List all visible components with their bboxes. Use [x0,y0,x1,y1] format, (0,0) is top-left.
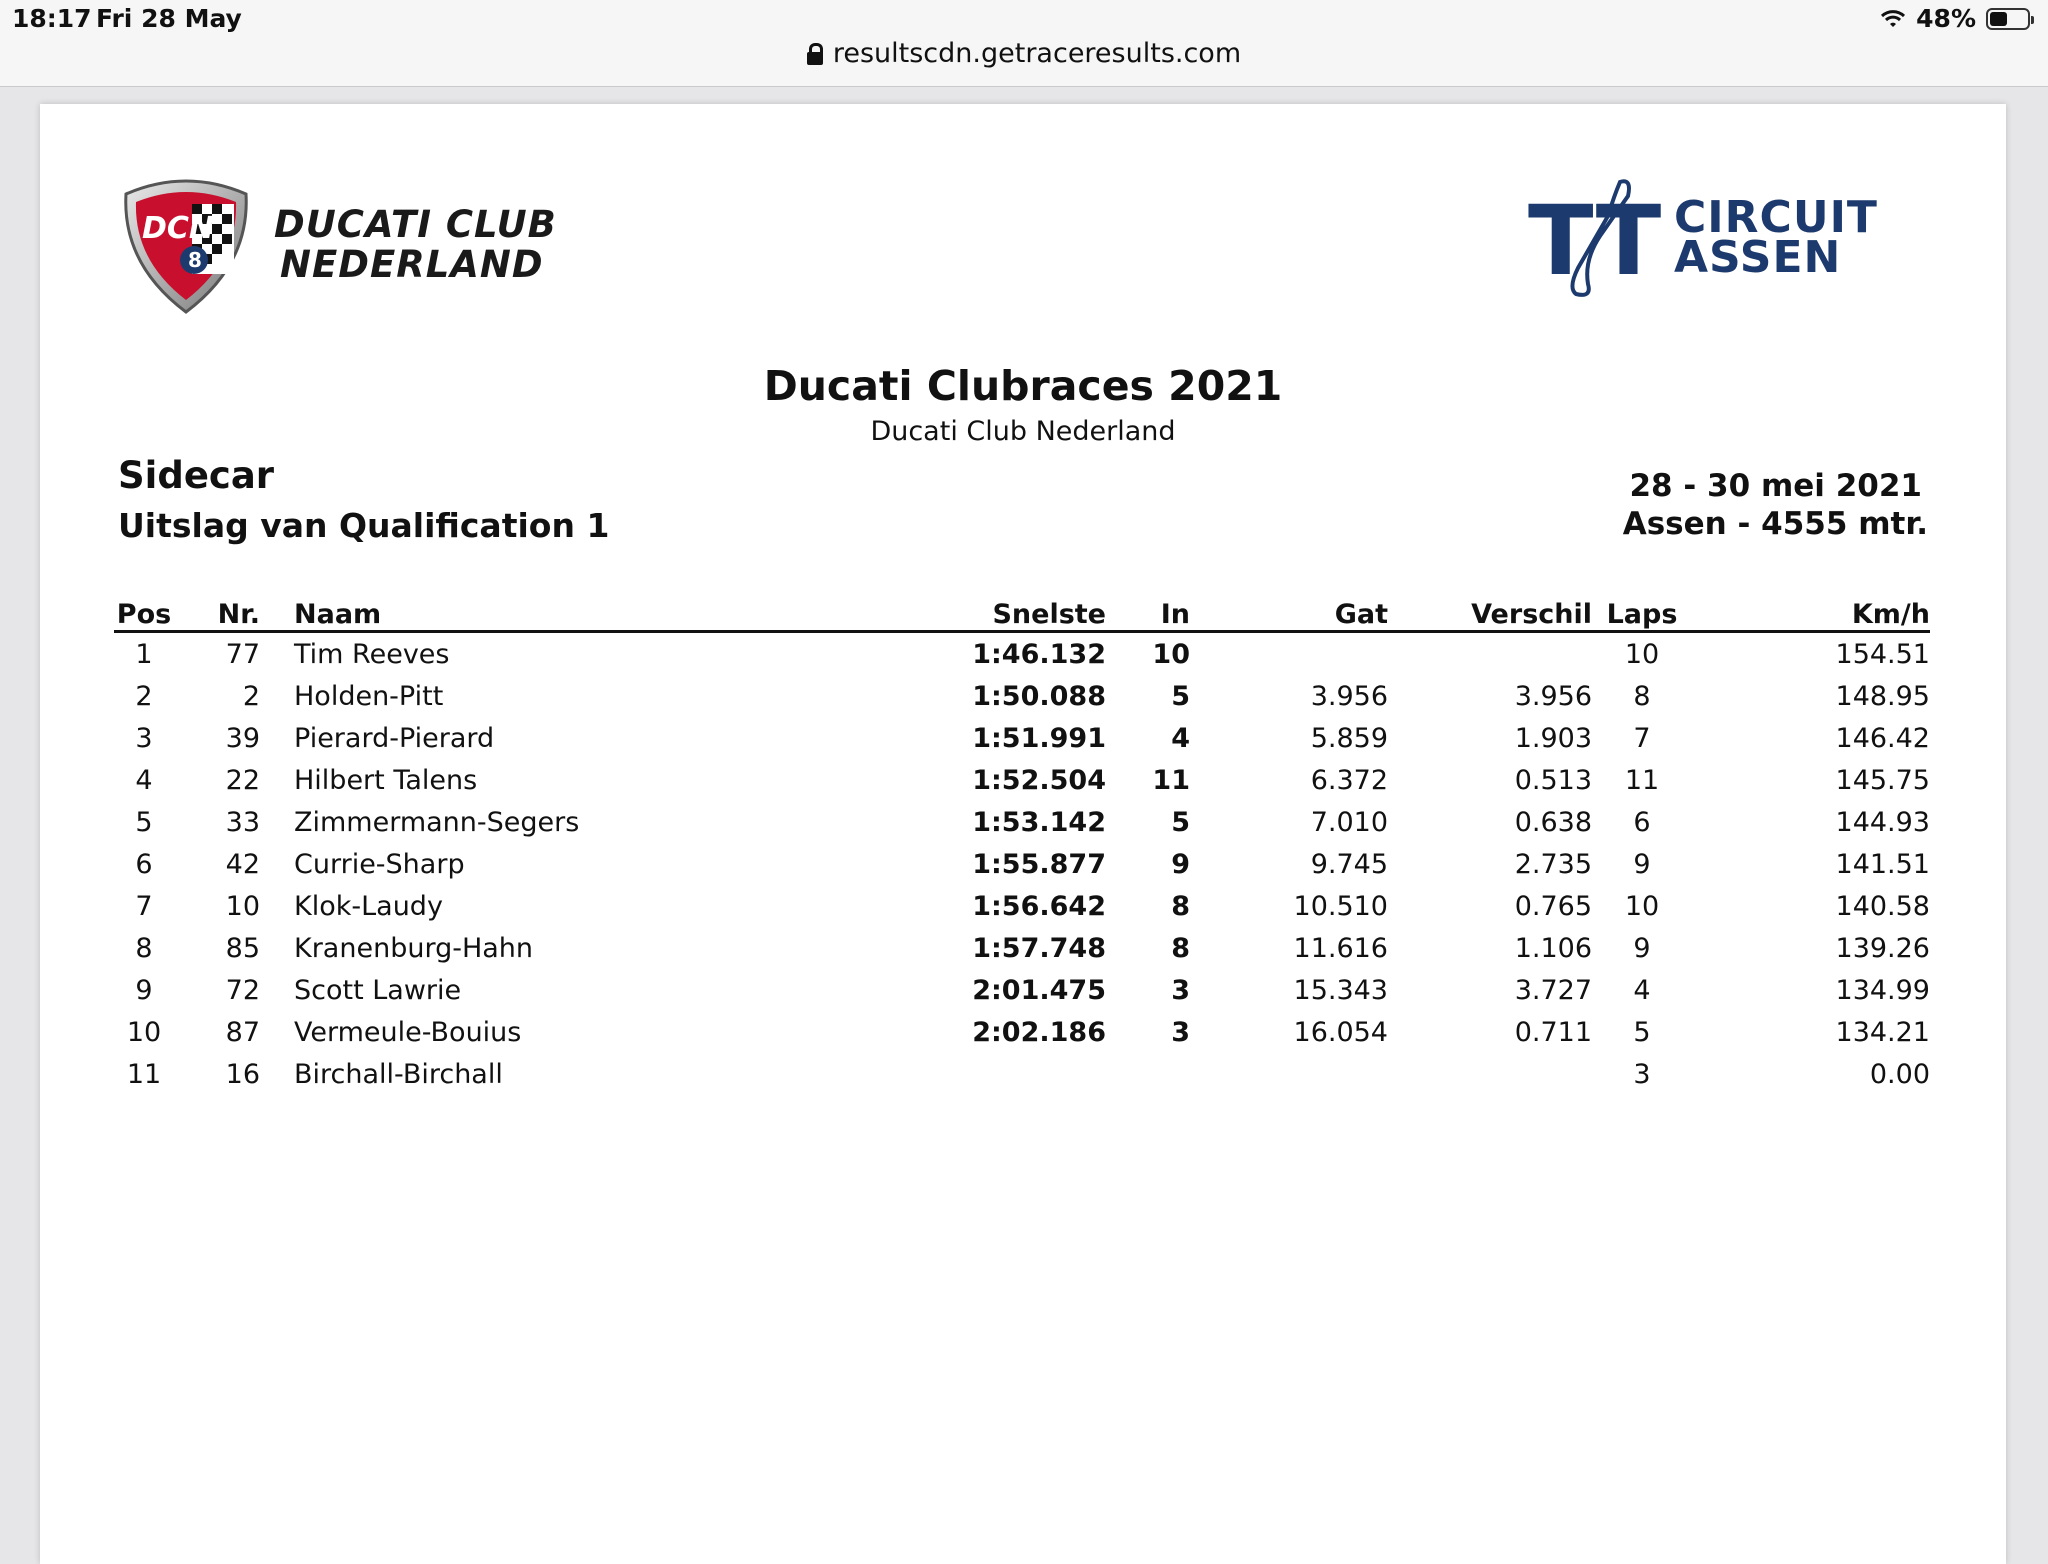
cell-name: Zimmermann-Segers [294,806,580,838]
cell-difference: 1.106 [1514,932,1592,964]
cell-fastest-lap: 1:50.088 [972,680,1106,712]
table-row [114,1011,1930,1053]
table-row [114,843,1930,885]
results-document [40,104,2006,1564]
cell-gap [1190,632,1388,676]
battery-icon [1986,8,2030,30]
cell-speed: 146.42 [1835,722,1930,754]
cell-difference: 3.956 [1514,680,1592,712]
cell-difference: 0.513 [1514,764,1592,796]
cell-gap: 5.859 [1310,722,1388,754]
cell-name: Kranenburg-Hahn [294,932,534,964]
cell-laps: 9 [1633,932,1651,964]
cell-gap: 9.745 [1310,848,1388,880]
cell-laps: 8 [1633,680,1651,712]
cell-gap: 7.010 [1310,806,1388,838]
cell-in-lap: 8 [1171,932,1190,964]
svg-text:TT: TT [1528,185,1662,297]
table-row [114,632,1930,676]
ios-status-and-address-bar [0,0,2048,87]
cell-in-lap: 8 [1171,890,1190,922]
event-date: 28 - 30 mei 2021 [1629,468,1922,504]
cell-speed: 145.75 [1835,764,1930,796]
cell-pos: 2 [135,680,153,712]
cell-number: 16 [225,1058,260,1090]
cell-in-lap: 11 [1152,764,1190,796]
cell-in-lap [1106,1053,1190,1095]
cell-fastest-lap: 1:46.132 [972,638,1106,670]
column-header-name: Naam [260,590,954,632]
table-row [114,675,1930,717]
column-header-fastest-lap: Snelste [954,590,1106,632]
cell-in-lap: 9 [1171,848,1190,880]
address-bar[interactable] [0,38,2048,69]
cell-number: 33 [225,806,260,838]
status-time: 18:17 [12,4,92,33]
cell-in-lap: 4 [1171,722,1190,754]
cell-name: Currie-Sharp [294,848,465,880]
table-row [114,717,1930,759]
ducati-club-logo [116,174,557,316]
dcn-logo-text: DUCATI CLUB NEDERLAND [274,203,557,286]
session-title: Uitslag van Qualification 1 [118,506,610,545]
cell-difference: 0.638 [1514,806,1592,838]
table-row [114,759,1930,801]
event-subtitle: Ducati Club Nederland [870,416,1176,447]
cell-pos: 9 [135,974,153,1006]
cell-difference [1388,1053,1592,1095]
cell-speed: 148.95 [1835,680,1930,712]
cell-speed: 134.99 [1835,974,1930,1006]
cell-number: 72 [225,974,260,1006]
event-venue: Assen - 4555 mtr. [1622,506,1928,542]
cell-fastest-lap: 1:51.991 [972,722,1106,754]
cell-gap: 3.956 [1310,680,1388,712]
cell-pos: 7 [135,890,153,922]
cell-pos: 1 [135,638,153,670]
cell-speed: 140.58 [1835,890,1930,922]
cell-laps: 10 [1624,890,1660,922]
circuit-assen-text: CIRCUIT ASSEN [1674,192,1878,283]
cell-name: Holden-Pitt [294,680,444,712]
cell-fastest-lap [954,1053,1106,1095]
column-header-number: Nr. [174,590,260,632]
column-header-pos: Pos [114,590,174,632]
cell-pos: 4 [135,764,153,796]
results-header-row [114,590,1930,632]
cell-speed: 139.26 [1835,932,1930,964]
cell-speed: 134.21 [1835,1016,1930,1048]
cell-laps: 9 [1633,848,1651,880]
cell-fastest-lap: 1:52.504 [972,764,1106,796]
battery-percent: 48% [1916,4,1976,33]
cell-in-lap: 3 [1171,1016,1190,1048]
cell-laps: 7 [1633,722,1651,754]
cell-pos: 10 [126,1016,162,1048]
cell-laps: 11 [1624,764,1660,796]
cell-difference: 1.903 [1514,722,1592,754]
cell-fastest-lap: 2:02.186 [972,1016,1106,1048]
cell-laps: 4 [1633,974,1651,1006]
status-indicators [1880,4,2030,33]
cell-difference [1388,632,1592,676]
column-header-difference: Verschil [1388,590,1592,632]
cell-pos: 3 [135,722,153,754]
cell-speed: 154.51 [1835,638,1930,670]
cell-pos: 11 [126,1058,162,1090]
cell-difference: 0.765 [1514,890,1592,922]
results-table [114,590,1930,1095]
cell-name: Pierard-Pierard [294,722,495,754]
cell-in-lap: 3 [1171,974,1190,1006]
cell-number: 2 [242,680,260,712]
dcn-shield-icon [116,174,256,316]
cell-fastest-lap: 1:55.877 [972,848,1106,880]
cell-name: Hilbert Talens [294,764,478,796]
column-header-speed: Km/h [1692,590,1930,632]
tt-mark-icon [1528,176,1664,300]
column-header-gap: Gat [1190,590,1388,632]
results-body [114,632,1930,1096]
cell-gap [1190,1053,1388,1095]
column-header-laps: Laps [1592,590,1692,632]
svg-text:8: 8 [188,248,202,272]
cell-laps: 6 [1633,806,1651,838]
cell-gap: 6.372 [1310,764,1388,796]
event-title: Ducati Clubraces 2021 [763,362,1283,410]
cell-number: 77 [225,638,260,670]
cell-difference: 2.735 [1514,848,1592,880]
table-row [114,1053,1930,1095]
cell-fastest-lap: 1:53.142 [972,806,1106,838]
cell-gap: 16.054 [1293,1016,1388,1048]
table-row [114,927,1930,969]
cell-difference: 0.711 [1514,1016,1592,1048]
cell-in-lap: 5 [1171,680,1190,712]
cell-pos: 6 [135,848,153,880]
svg-text:DCN: DCN [142,211,215,246]
status-date: Fri 28 May [96,4,242,33]
cell-fastest-lap: 1:56.642 [972,890,1106,922]
table-row [114,801,1930,843]
cell-number: 42 [225,848,260,880]
tt-circuit-assen-logo [1528,176,1878,300]
column-header-in-lap: In [1106,590,1190,632]
cell-fastest-lap: 2:01.475 [972,974,1106,1006]
table-row [114,885,1930,927]
cell-number: 10 [225,890,260,922]
wifi-icon [1880,9,1906,29]
cell-speed: 141.51 [1835,848,1930,880]
lock-icon [807,43,823,65]
url-text: resultscdn.getraceresults.com [832,38,1242,69]
cell-name: Scott Lawrie [294,974,462,1006]
cell-name: Vermeule-Bouius [294,1016,522,1048]
cell-number: 85 [225,932,260,964]
cell-laps: 3 [1633,1058,1651,1090]
cell-name: Klok-Laudy [294,890,443,922]
race-class: Sidecar [118,454,275,497]
cell-laps: 5 [1633,1016,1651,1048]
cell-number: 39 [225,722,260,754]
cell-gap: 11.616 [1293,932,1388,964]
cell-pos: 5 [135,806,153,838]
cell-fastest-lap: 1:57.748 [972,932,1106,964]
cell-speed: 0.00 [1869,1058,1930,1090]
cell-laps: 10 [1624,638,1660,670]
cell-gap: 10.510 [1293,890,1388,922]
cell-difference: 3.727 [1514,974,1592,1006]
cell-gap: 15.343 [1293,974,1388,1006]
table-row [114,969,1930,1011]
cell-number: 22 [225,764,260,796]
cell-speed: 144.93 [1835,806,1930,838]
cell-pos: 8 [135,932,153,964]
cell-in-lap: 10 [1152,638,1190,670]
cell-number: 87 [225,1016,260,1048]
cell-in-lap: 5 [1171,806,1190,838]
cell-name: Tim Reeves [294,638,450,670]
cell-name: Birchall-Birchall [294,1058,503,1090]
